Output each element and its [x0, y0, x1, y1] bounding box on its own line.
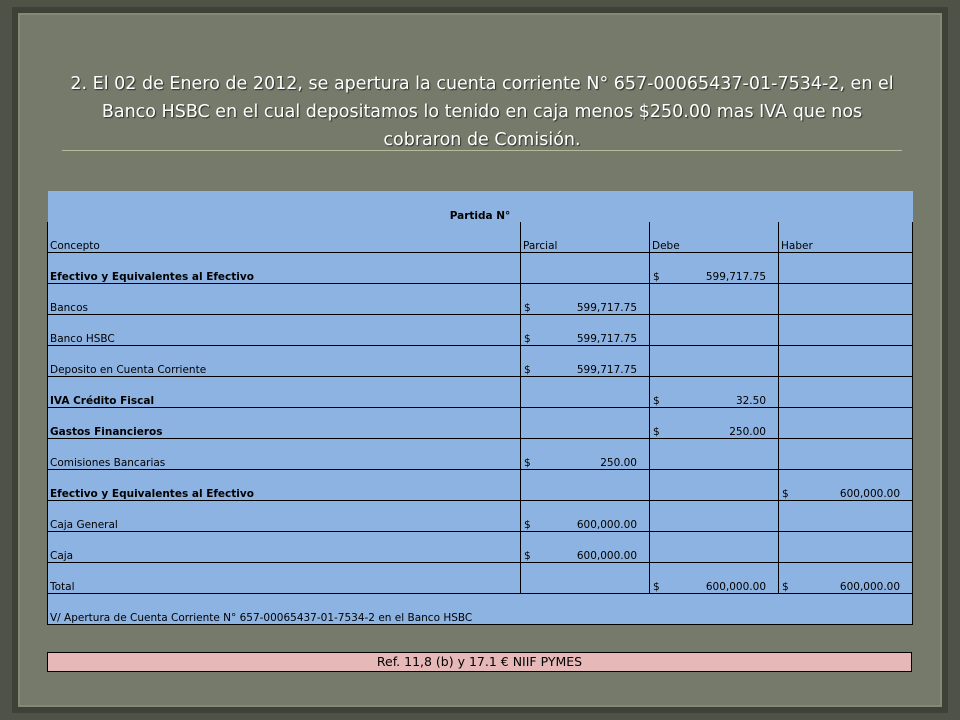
haber-cell: [779, 532, 913, 563]
concept-cell: Comisiones Bancarias: [48, 439, 521, 470]
concept-cell: Caja General: [48, 501, 521, 532]
parcial-cell: [521, 563, 650, 594]
debe-value: 32.50: [735, 395, 766, 407]
parcial-cell: [521, 532, 650, 563]
table-row: [48, 470, 913, 501]
haber-cell: [779, 346, 913, 377]
concept-cell: Caja: [48, 532, 521, 563]
haber-amount: [781, 581, 910, 593]
currency-symbol: $: [653, 395, 660, 407]
currency-symbol: $: [782, 581, 789, 593]
debe-amount: [652, 581, 776, 593]
concept-cell: Deposito en Cuenta Corriente: [48, 346, 521, 377]
journal-entry-table: [47, 191, 913, 625]
col-header-debe: Debe: [650, 222, 779, 253]
haber-amount: [781, 488, 910, 500]
parcial-cell: [521, 253, 650, 284]
concept-cell: Gastos Financieros: [48, 408, 521, 439]
parcial-value: 600,000.00: [576, 519, 637, 531]
haber-cell: [779, 284, 913, 315]
debe-amount: [652, 395, 776, 407]
debe-cell: [650, 408, 779, 439]
parcial-amount: [523, 333, 647, 345]
currency-symbol: $: [653, 581, 660, 593]
debe-value: 250.00: [729, 426, 766, 438]
haber-cell: [779, 315, 913, 346]
parcial-amount: [523, 457, 647, 469]
haber-cell: [779, 470, 913, 501]
debe-cell: [650, 284, 779, 315]
parcial-amount: [523, 550, 647, 562]
concept-cell: Efectivo y Equivalentes al Efectivo: [48, 253, 521, 284]
entry-description-row: [48, 594, 913, 625]
parcial-amount: [523, 364, 647, 376]
concept-cell: IVA Crédito Fiscal: [48, 377, 521, 408]
parcial-value: 250.00: [600, 457, 637, 469]
parcial-value: 599,717.75: [576, 364, 637, 376]
currency-symbol: $: [524, 550, 531, 562]
entry-description: V/ Apertura de Cuenta Corriente N° 657-00065437-01-7534-2 en el Banco HSBC: [48, 594, 913, 625]
debe-cell: [650, 377, 779, 408]
col-header-concepto: Concepto: [48, 222, 521, 253]
debe-cell: [650, 470, 779, 501]
table-row: [48, 377, 913, 408]
debe-cell: [650, 563, 779, 594]
parcial-cell: [521, 346, 650, 377]
parcial-cell: [521, 501, 650, 532]
debe-cell: [650, 315, 779, 346]
table-row: [48, 408, 913, 439]
col-header-haber: Haber: [779, 222, 913, 253]
debe-amount: [652, 426, 776, 438]
parcial-value: 599,717.75: [576, 302, 637, 314]
debe-amount: [652, 271, 776, 283]
table-row: [48, 315, 913, 346]
parcial-cell: [521, 377, 650, 408]
debe-cell: [650, 346, 779, 377]
table-row: [48, 253, 913, 284]
column-header-row: [48, 222, 913, 253]
currency-symbol: $: [524, 519, 531, 531]
currency-symbol: $: [653, 426, 660, 438]
concept-cell: Banco HSBC: [48, 315, 521, 346]
debe-value: 600,000.00: [705, 581, 766, 593]
journal-body: [48, 191, 913, 625]
haber-cell: [779, 408, 913, 439]
haber-cell: [779, 501, 913, 532]
journal-heading: Partida N°: [48, 191, 913, 222]
haber-cell: [779, 253, 913, 284]
haber-cell: [779, 377, 913, 408]
parcial-cell: [521, 439, 650, 470]
currency-symbol: $: [524, 333, 531, 345]
table-row: [48, 284, 913, 315]
debe-cell: [650, 532, 779, 563]
parcial-cell: [521, 470, 650, 501]
haber-cell: [779, 563, 913, 594]
parcial-value: 600,000.00: [576, 550, 637, 562]
currency-symbol: $: [524, 364, 531, 376]
parcial-cell: [521, 408, 650, 439]
table-row: [48, 346, 913, 377]
currency-symbol: $: [524, 457, 531, 469]
haber-cell: [779, 439, 913, 470]
concept-cell: Total: [48, 563, 521, 594]
currency-symbol: $: [782, 488, 789, 500]
haber-value: 600,000.00: [839, 488, 901, 500]
parcial-cell: [521, 315, 650, 346]
parcial-value: 599,717.75: [576, 333, 637, 345]
currency-symbol: $: [653, 271, 660, 283]
debe-cell: [650, 501, 779, 532]
table-row: [48, 563, 913, 594]
currency-symbol: $: [524, 302, 531, 314]
journal-heading-row: [48, 191, 913, 222]
concept-cell: Bancos: [48, 284, 521, 315]
table-row: [48, 501, 913, 532]
col-header-parcial: Parcial: [521, 222, 650, 253]
haber-value: 600,000.00: [839, 581, 901, 593]
reference-note: Ref. 11,8 (b) y 17.1 € NIIF PYMES: [47, 652, 912, 672]
concept-cell: Efectivo y Equivalentes al Efectivo: [48, 470, 521, 501]
parcial-amount: [523, 519, 647, 531]
slide-title: 2. El 02 de Enero de 2012, se apertura la cuenta corriente N° 657-00065437-01-7534-2, en el Banco HSBC en el cual depositamos lo tenido en caja menos $250.00 mas IVA que nos cobraron de Comisión.: [70, 74, 894, 150]
debe-cell: [650, 253, 779, 284]
debe-cell: [650, 439, 779, 470]
title-underline: [62, 150, 902, 151]
table-row: [48, 439, 913, 470]
parcial-cell: [521, 284, 650, 315]
parcial-amount: [523, 302, 647, 314]
table-row: [48, 532, 913, 563]
debe-value: 599,717.75: [705, 271, 766, 283]
